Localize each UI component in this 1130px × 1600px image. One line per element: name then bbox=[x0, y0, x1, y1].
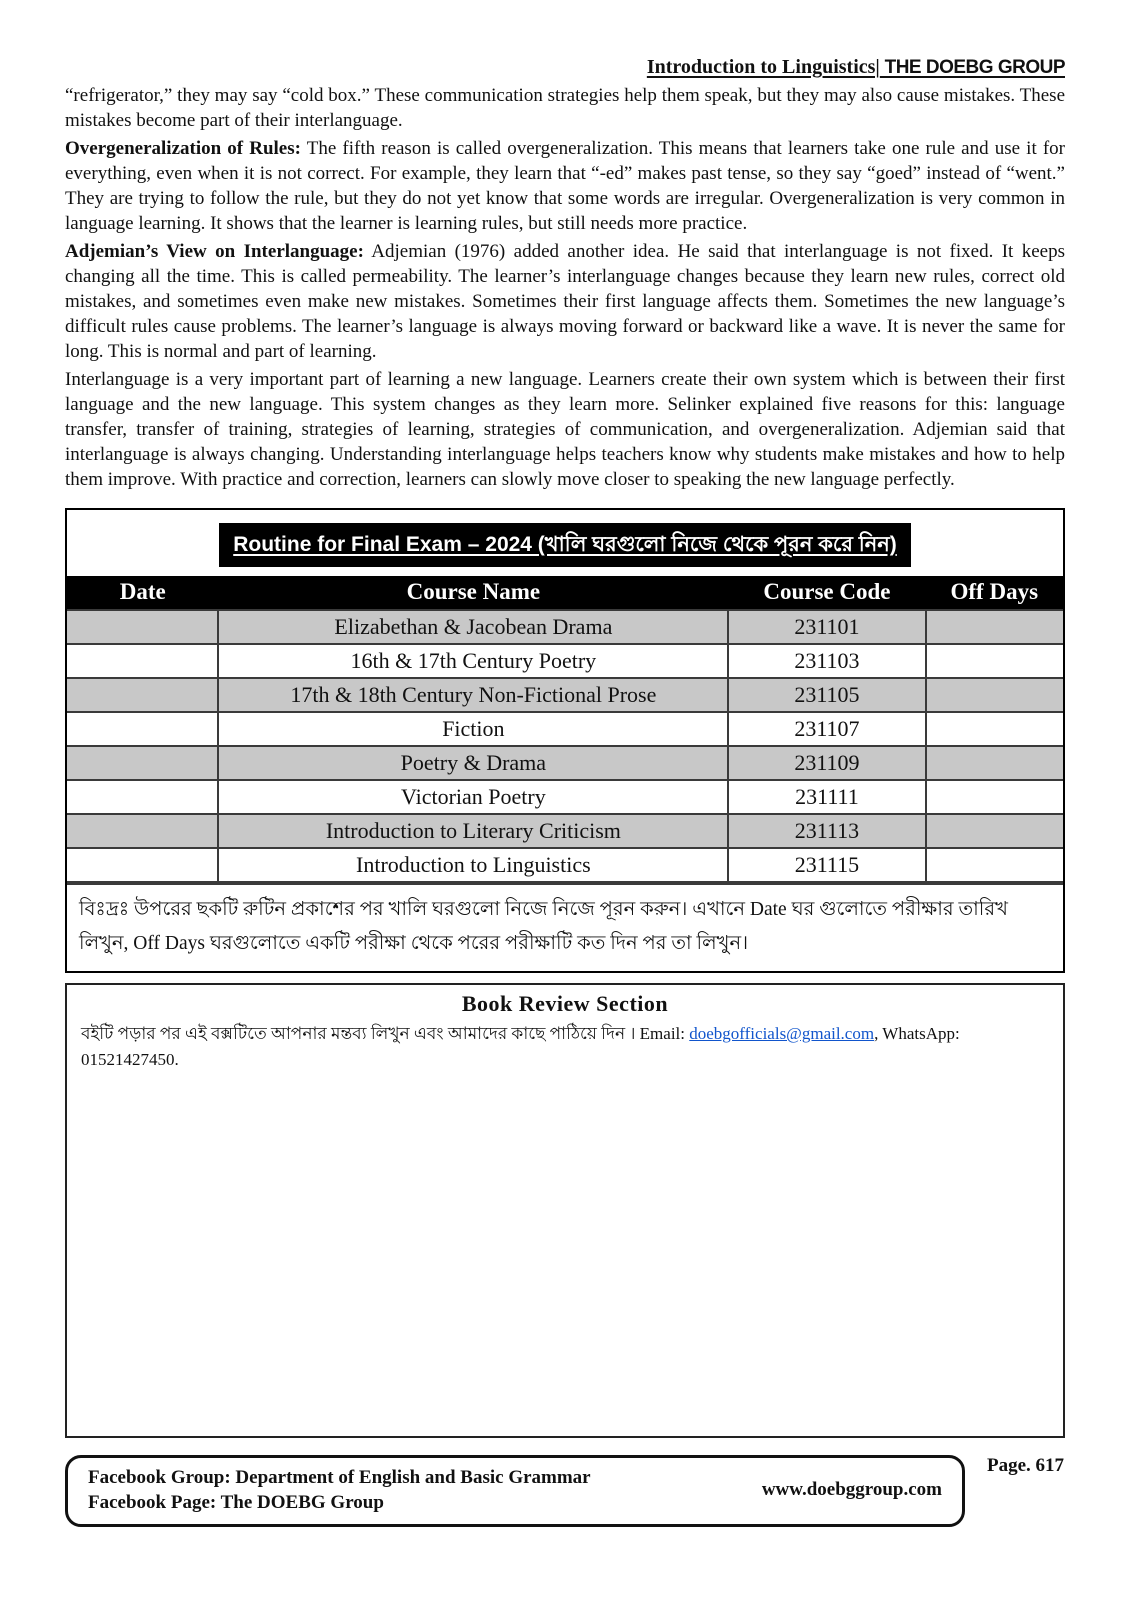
paragraph-text: Interlanguage is a very important part of learning a new language. Learners create their own system which is between their first language and the new language. This system changes as they learn more. Selinker explained five reasons for this: language transfer, transfer of training, strategies of learning, strategies of communication, and overgeneralization. Adjemian said that interlanguage is always changing. Understanding interlanguage helps teachers know why students make mistakes and how to help them improve. With practice and correction, learners can slowly move closer to speaking the new language perfectly. bbox=[65, 369, 1065, 490]
off-days-cell bbox=[926, 848, 1063, 882]
course-name-cell: Introduction to Literary Criticism bbox=[218, 814, 728, 848]
table-row bbox=[67, 644, 1063, 678]
footer-box bbox=[65, 1455, 965, 1527]
table-row bbox=[67, 848, 1063, 882]
off-days-cell bbox=[926, 814, 1063, 848]
date-cell bbox=[67, 848, 218, 882]
date-cell bbox=[67, 814, 218, 848]
table-row bbox=[67, 610, 1063, 644]
course-code-cell: 231109 bbox=[728, 746, 925, 780]
routine-note: বিঃদ্রঃ উপরের ছকটি রুটিন প্রকাশের পর খালি ঘরগুলো নিজে নিজে পূরন করুন। এখানে Date ঘর গুলোতে পরীক্ষার তারিখ লিখুন, Off Days ঘরগুলোতে একটি পরীক্ষা থেকে পরের পরীক্ষাটি কত দিন পর তা লিখুন। bbox=[67, 883, 1063, 971]
paragraph-text: Adjemian (1976) added another idea. He said that interlanguage is not fixed. It keeps changing all the time. This is called permeability. The learner’s interlanguage changes because they learn new rules, correct old mistakes, and sometimes even make new mistakes. Sometimes their first language affects them. Sometimes the new language’s difficult rules cause problems. The learner’s language is always moving forward or backward like a wave. It is never the same for long. This is normal and part of learning. bbox=[65, 241, 1065, 362]
email-link[interactable]: doebgofficials@gmail.com bbox=[689, 1024, 875, 1043]
paragraph bbox=[65, 83, 1065, 133]
routine-title-text: Routine for Final Exam – 2024 (খালি ঘরগুলো নিজে থেকে পূরন করে নিন) bbox=[233, 533, 897, 556]
header-brand: THE DOEBG GROUP bbox=[879, 57, 1065, 78]
routine-banner bbox=[219, 523, 911, 567]
table-header-row bbox=[67, 576, 1063, 610]
course-name-cell: Introduction to Linguistics bbox=[218, 848, 728, 882]
off-days-cell bbox=[926, 678, 1063, 712]
off-days-cell bbox=[926, 610, 1063, 644]
course-name-cell: 17th & 18th Century Non-Fictional Prose bbox=[218, 678, 728, 712]
off-days-cell bbox=[926, 644, 1063, 678]
page-footer bbox=[65, 1455, 1065, 1527]
paragraph bbox=[65, 136, 1065, 236]
paragraph-text: The fifth reason is called overgeneralization. This means that learners take one rule and use it for everything, even when it is not correct. For example, they learn that “-ed” makes past tense, so they say “goed” instead of “went.” They are trying to follow the rule, but they do not yet know that some words are irregular. Overgeneralization is very common in language learning. It shows that the learner is learning rules, but still needs more practice. bbox=[65, 138, 1065, 234]
column-header-off-days: Off Days bbox=[926, 576, 1063, 610]
paragraph-lead: Adjemian’s View on Interlanguage: bbox=[65, 241, 364, 262]
date-cell bbox=[67, 780, 218, 814]
course-name-cell: Poetry & Drama bbox=[218, 746, 728, 780]
course-code-cell: 231111 bbox=[728, 780, 925, 814]
date-cell bbox=[67, 746, 218, 780]
page-header bbox=[65, 56, 1065, 79]
course-code-cell: 231115 bbox=[728, 848, 925, 882]
off-days-cell bbox=[926, 712, 1063, 746]
table-row bbox=[67, 746, 1063, 780]
date-cell bbox=[67, 712, 218, 746]
exam-routine-section bbox=[65, 508, 1065, 973]
course-code-cell: 231107 bbox=[728, 712, 925, 746]
book-review-title: Book Review Section bbox=[461, 991, 669, 1016]
column-header-date: Date bbox=[67, 576, 218, 610]
table-row bbox=[67, 678, 1063, 712]
course-code-cell: 231113 bbox=[728, 814, 925, 848]
review-text-after-email: , WhatsApp: 01521427450. bbox=[81, 1024, 960, 1069]
date-cell bbox=[67, 610, 218, 644]
course-name-cell: 16th & 17th Century Poetry bbox=[218, 644, 728, 678]
footer-social-lines bbox=[88, 1465, 762, 1515]
table-row bbox=[67, 814, 1063, 848]
table-row bbox=[67, 780, 1063, 814]
course-name-cell: Victorian Poetry bbox=[218, 780, 728, 814]
paragraph bbox=[65, 239, 1065, 364]
date-cell bbox=[67, 644, 218, 678]
exam-routine-table bbox=[67, 576, 1063, 883]
book-review-section bbox=[65, 983, 1065, 1438]
header-chapter-title: Introduction to Linguistics| bbox=[646, 56, 880, 78]
course-name-cell: Elizabethan & Jacobean Drama bbox=[218, 610, 728, 644]
facebook-page-line: Facebook Page: The DOEBG Group bbox=[88, 1492, 384, 1513]
body-text bbox=[65, 83, 1065, 492]
review-text-before-email: বইটি পড়ার পর এই বক্সটিতে আপনার মন্তব্য লিখুন এবং আমাদের কাছে পাঠিয়ে দিন । Email: bbox=[81, 1024, 690, 1043]
table-row bbox=[67, 712, 1063, 746]
course-code-cell: 231103 bbox=[728, 644, 925, 678]
book-review-instructions bbox=[81, 1021, 1049, 1073]
page-number: Page. 617 bbox=[987, 1455, 1065, 1476]
date-cell bbox=[67, 678, 218, 712]
course-code-cell: 231105 bbox=[728, 678, 925, 712]
column-header-course-code: Course Code bbox=[728, 576, 925, 610]
website-url: www.doebggroup.com bbox=[761, 1479, 942, 1500]
paragraph-text: “refrigerator,” they may say “cold box.” These communication strategies help them speak, but they may also cause mistakes. These mistakes become part of their interlanguage. bbox=[65, 85, 1065, 131]
course-code-cell: 231101 bbox=[728, 610, 925, 644]
off-days-cell bbox=[926, 780, 1063, 814]
column-header-course-name: Course Name bbox=[218, 576, 728, 610]
facebook-group-line: Facebook Group: Department of English and Basic Grammar bbox=[88, 1467, 591, 1488]
course-name-cell: Fiction bbox=[218, 712, 728, 746]
paragraph bbox=[65, 367, 1065, 492]
paragraph-lead: Overgeneralization of Rules: bbox=[65, 138, 301, 159]
off-days-cell bbox=[926, 746, 1063, 780]
